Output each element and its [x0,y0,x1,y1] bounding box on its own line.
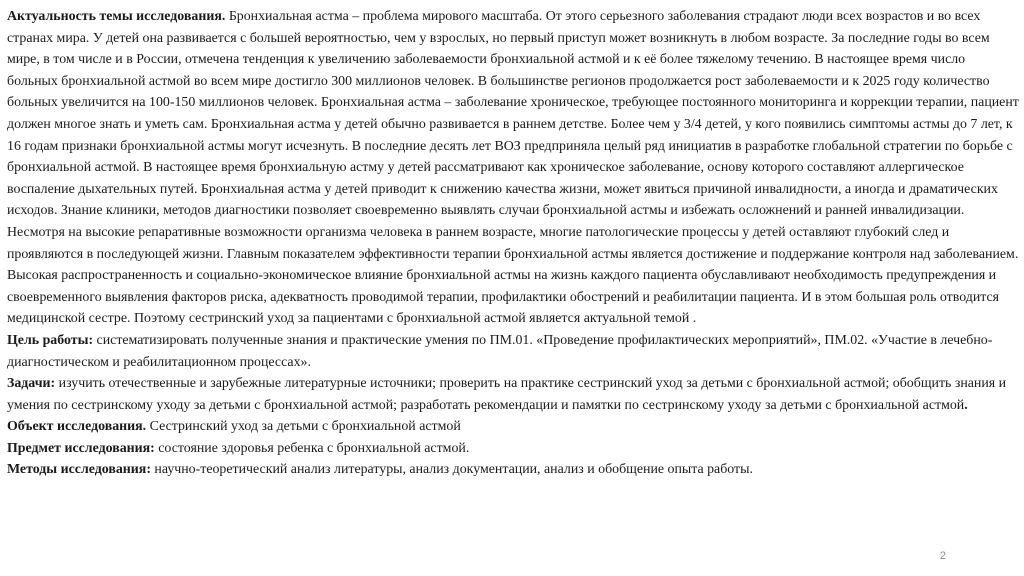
methods-paragraph [7,459,1019,481]
tasks-label: Задачи: [7,376,56,392]
page-number: 2 [939,550,946,562]
tasks-end: . [964,397,968,413]
object-text: Сестринский уход за детьми с бронхиальной астмой [146,419,461,435]
subject-text: состояние здоровья ребенка с бронхиальной астмой. [154,440,470,456]
relevance-paragraph [7,6,1019,330]
relevance-text: Бронхиальная астма – проблема мирового масштаба. От этого серьезного заболевания страдают люди всех возрастов и во всех странах мира. У детей она развивается с большей вероятностью, чем у взрослых, но первый приступ может возникнуть в любом возрасте. За последние годы во всем мире, в том числе и в России, отмечена тенденция к увеличению заболеваемости бронхиальной астмой и к её более тяжелому течению. В настоящее время число больных бронхиальной астмой во всем мире достигло 300 миллионов человек. В большинстве регионов продолжается рост заболеваемости и к 2025 году количество больных увеличится на 100-150 миллионов человек. Бронхиальная астма – заболевание хроническое, требующее постоянного мониторинга и коррекции терапии, пациент должен многое знать и уметь сам. Бронхиальная астма у детей обычно развивается в раннем детстве. Более чем у 3/4 детей, у кого появились симптомы астмы до 7 лет, к 16 годам признаки бронхиальной астмы могут исчезнуть. В последние десять лет ВОЗ предприняла целый ряд инициатив в разработке глобальной стратегии по борьбе с бронхиальной астмой. В настоящее время бронхиальную астму у детей рассматривают как хроническое заболевание, основу которого составляют аллергическое воспаление дыхательных путей. Бронхиальная астма у детей приводит к снижению качества жизни, может явиться причиной инвалидности, а иногда и драматических исходов. Знание клиники, методов диагностики позволяет своевременно выявлять случаи бронхиальной астмы и избежать осложнений и ранней инвалидизации. Несмотря на высокие репаративные возможности организма человека в раннем возрасте, многие патологические процессы у детей оставляют глубокий след и проявляются в последующей жизни. Главным показателем эффективности терапии бронхиальной астмы является достижение и поддержание контроля над заболеванием. Высокая распространенность и социально-экономическое влияние бронхиальной астмы на жизнь каждого пациента обуславливают необходимость предупреждения и своевременного выявления факторов риска, адекватность проводимой терапии, профилактики обострений и реабилитации пациента. И в этом большая роль отводится медицинской сестре. Поэтому сестринский уход за пациентами с бронхиальной астмой является актуальной темой . [7,9,1019,327]
object-label: Объект исследования. [7,419,147,435]
object-paragraph [7,416,1019,438]
goal-label: Цель работы: [7,332,94,348]
goal-text: систематизировать полученные знания и практические умения по ПМ.01. «Проведение профилактических мероприятий», ПМ.02. «Участие в лечебно-диагностическом и реабилитационном процессах». [7,332,993,370]
methods-label: Методы исследования: [7,462,151,478]
tasks-text: изучить отечественные и зарубежные литературные источники; проверить на практике сестринский уход за детьми с бронхиальной астмой; обобщить знания и умения по сестринскому уходу за детьми с бронхиальной астмой; разработать рекомендации и памятки по сестринскому уходу за детьми с бронхиальной астмой [7,376,1007,413]
methods-text: научно-теоретический анализ литературы, анализ документации, анализ и обобщение опыта работы. [150,462,753,478]
subject-label: Предмет исследования: [7,440,155,456]
slide-body [7,6,1019,481]
subject-paragraph [7,438,1019,460]
relevance-label: Актуальность темы исследования. [7,9,226,24]
tasks-paragraph [7,373,1019,416]
goal-paragraph [7,330,1019,373]
